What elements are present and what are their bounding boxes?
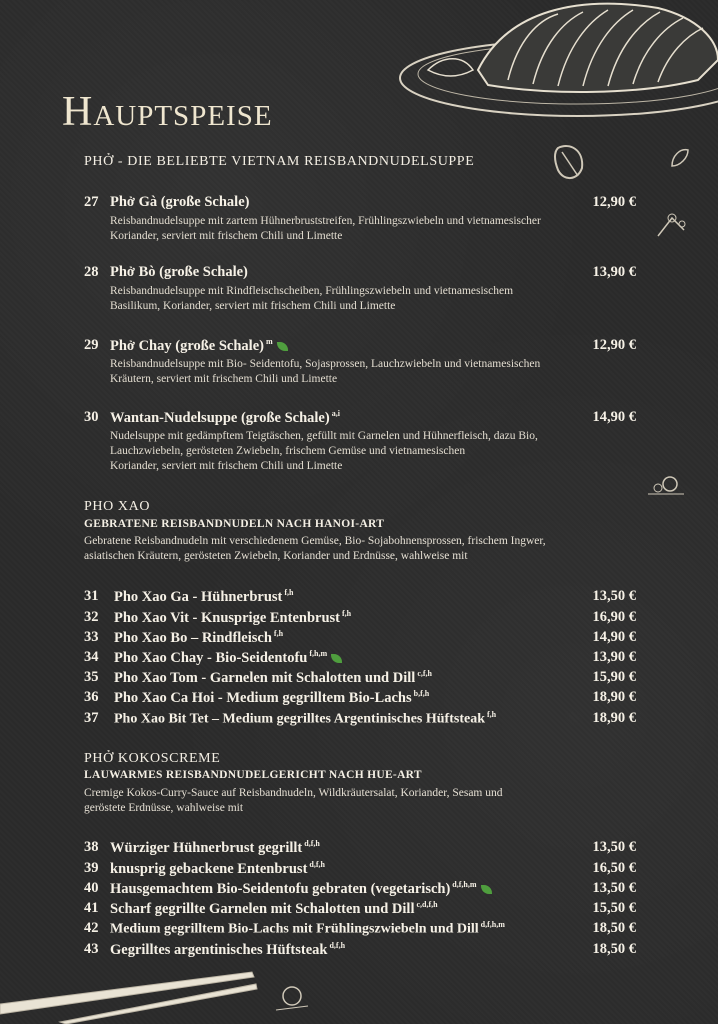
menu-item: 35 Pho Xao Tom - Garnelen mit Schalotten und Dill $^{c,f,h}$ 15,90 € <box>84 669 636 686</box>
menu-item: 43 Gegrilltes argentinisches Hüftsteak $^{d,f,h}$ 18,50 € <box>84 941 636 958</box>
item-number: 28 <box>84 264 99 280</box>
item-name: Phở Chay (große Schale) $^m$ <box>110 337 288 355</box>
menu-item: 32 Pho Xao Vit - Knusprige Entenbrust $^{f,h}$ 16,90 € <box>84 609 636 626</box>
allergen-codes: m <box>265 337 273 346</box>
item-description: Nudelsuppe mit gedämpftem Teigtäschen, gefüllt mit Garnelen und Hühnerfleisch, dazu Bio, Lauchzwiebeln, gerösteten Zwiebeln, frischem Gemüse und vietnamesischen Koriander, serviert mit frischem Chili und Limette <box>110 430 538 472</box>
herb-sprig-icon <box>668 146 692 170</box>
item-description: Reisbandnudelsuppe mit Bio- Seidentofu, Sojasprossen, Lauchzwiebeln und vietnamesischen Kräutern, serviert mit frischem Chili und Limette <box>110 358 541 385</box>
menu-item <box>84 409 636 474</box>
item-price: 12,90 € <box>592 337 636 353</box>
allergen-codes: a,i <box>331 409 340 418</box>
section-title-kokos: PHỞ KOKOSCREME <box>84 751 221 766</box>
vegan-leaf-icon <box>481 885 492 894</box>
menu-item <box>84 337 636 387</box>
item-name: Phở Bò (große Schale) <box>110 264 248 280</box>
section-description-pho-xao: Gebratene Reisbandnudeln mit verschiedenem Gemüse, Bio- Sojabohnensprossen, frischem Ingwer, asiatischen Kräutern, gerösteten Zwiebeln, Koriander und Erdnüsse, wahlweise mit <box>84 535 546 562</box>
section-title-pho-xao: PHO XAO <box>84 499 151 514</box>
chopsticks-icon <box>0 964 260 1024</box>
herb-sprig-icon <box>654 210 690 240</box>
menu-item: 33 Pho Xao Bo – Rindfleisch $^{f,h}$ 14,90 € <box>84 629 636 646</box>
menu-item: 40 Hausgemachtem Bio-Seidentofu gebraten (vegetarisch) $^{d,f,h,m}$ 13,50 € <box>84 880 636 897</box>
section-title-pho: PHỞ - DIE BELIEBTE VIETNAM REISBANDNUDELSUPPE <box>84 154 475 169</box>
menu-item: 39 knusprig gebackene Entenbrust $^{d,f,h}$ 16,50 € <box>84 860 636 877</box>
menu-item: 41 Scharf gegrillte Garnelen mit Schalotten und Dill $^{c,d,f,h}$ 15,50 € <box>84 900 636 917</box>
menu-item <box>84 264 636 314</box>
section-subtitle-kokos: LAUWARMES REISBANDNUDELGERICHT NACH HUE-ART <box>84 769 422 781</box>
item-number: 30 <box>84 409 99 425</box>
plate-illustration-icon <box>398 0 718 130</box>
page-title: Hauptspeise <box>62 89 273 135</box>
item-price: 13,90 € <box>592 264 636 280</box>
item-price: 12,90 € <box>592 194 636 210</box>
menu-item: 36 Pho Xao Ca Hoi - Medium gegrilltem Bio-Lachs $^{b,f,h}$ 18,90 € <box>84 689 636 706</box>
menu-item: 31 Pho Xao Ga - Hühnerbrust $^{f,h}$ 13,50 € <box>84 588 636 605</box>
menu-item <box>84 194 636 244</box>
vegan-leaf-icon <box>277 342 288 351</box>
item-number: 27 <box>84 194 99 210</box>
section-description-kokos: Cremige Kokos-Curry-Sauce auf Reisbandnudeln, Wildkräutersalat, Koriander, Sesam und geröstete Erdnüsse, wahlweise mit <box>84 787 503 814</box>
item-description: Reisbandnudelsuppe mit zartem Hühnerbruststreifen, Frühlingszwiebeln und vietnamesischer Koriander, serviert mit frischem Chili und Limette <box>110 215 541 242</box>
item-name: Wantan-Nudelsuppe (große Schale) $^{a,i}$ <box>110 409 340 426</box>
menu-item: 37 Pho Xao Bit Tet – Medium gegrilltes Argentinisches Hüftsteak $^{f,h}$ 18,90 € <box>84 710 636 727</box>
item-description: Reisbandnudelsuppe mit Rindfleischscheiben, Frühlingszwiebeln und vietnamesischem Basilikum, Koriander, serviert mit frischem Chili und Limette <box>110 285 514 312</box>
herb-sprig-icon <box>272 982 312 1014</box>
herb-sprig-icon <box>550 140 590 185</box>
menu-item: 38 Würziger Hühnerbrust gegrillt $^{d,f,h}$ 13,50 € <box>84 839 636 856</box>
section-subtitle-pho-xao: GEBRATENE REISBANDNUDELN NACH HANOI-ART <box>84 518 385 530</box>
vegan-leaf-icon <box>331 654 342 663</box>
item-price: 14,90 € <box>592 409 636 425</box>
herb-sprig-icon <box>644 474 688 498</box>
item-number: 29 <box>84 337 99 353</box>
menu-item: 34 Pho Xao Chay - Bio-Seidentofu $^{f,h,m}$ 13,90 € <box>84 649 636 666</box>
menu-item: 42 Medium gegrilltem Bio-Lachs mit Frühlingszwiebeln und Dill $^{d,f,h,m}$ 18,50 € <box>84 920 636 937</box>
item-name: Phở Gà (große Schale) <box>110 194 250 210</box>
